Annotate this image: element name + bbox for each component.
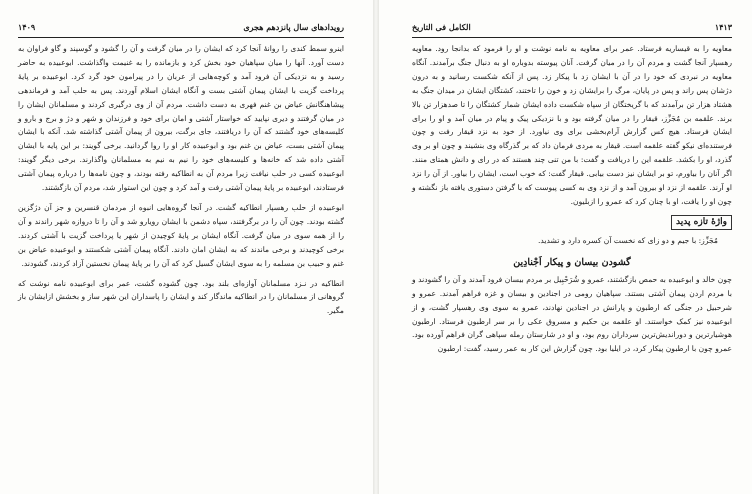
- right-paragraph-2: چون خالد و ابوعبیده به حمص بازگشتند، عمرو و شُرَحْبِیل بر مردم بیسان فرود آمدند و آن را گشودند و با مردم اردن پیمان آشتی بستند. سپاهیان رومی در اجنادین و بیسان و غزه فراهم آمدند. عمرو و شرحبیل در جنگی که ارطبون و پارانش در اجنادین نهادند، عمرو به سوی وی رهسپار گشت، و از ابوعبیده نیز کمک خواستند. او علقمه بن حکیم و مسروق عکی را بر سر ارطبون فرستاد. ارطبون هوشیارترین و دوراندیش‌ترین سرداران روم بود، و او در شارستان رمله سپاهی گران فراهم آورده بود. عمرو چون با ارطبون پیکار کرد، در ایلیا بود. چون گزارش این کار به عمر رسید، گفت: ارطبون: [412, 274, 732, 354]
- left-paragraph-3: انطاکیه در نـزد مسلمانان آوازه‌ای بلند بود. چون گشوده گشت، عمر برای ابوعبیده نامه نوشت که گروهانی از مسلمانان را در انطاکیه ماندگار کند و ایشان را پاسداران این شهر ساز و بخشش ازایشان باز مگیر.: [18, 278, 344, 316]
- right-page: [376, 0, 752, 494]
- left-text-column: [18, 42, 344, 318]
- left-running-title: رویدادهای سال پانزدهم هجری: [243, 22, 344, 32]
- right-header-rule: [412, 37, 732, 38]
- right-paragraph-1: معاویه را به قیساریه فرستاد. عمر برای معاویه به نامه نوشت و او را فرمود که بدانجا رود. معاویه رهسپار آنجا گشت و مردم آن را در میان گرفت. آنان پیوسته بدوباره او به دنبال جنگ برآمدند. آنگاه معاویه در نبردی که خود را در آن با ایشان زد با پیکار زد. پس از آنکه شکست رسانید و به درون دژشان پس راند و پس در پایان، مرگ را برایشان زد و خون را تاختند، کشتگان ایشان در میدان جنگ به هشتاد هزار تن برآمدند که با گریختگان از سپاه شکست داده ایشان شمار کشتگان را تا صدهزار تن بالا برند. علقمه بن مُجَزِّز، قیقار را در میان گرفته بود و با نزدیکی پیک و پیام در میان آمد و او را برای ایشان فرستاد. هیچ کس گزارش آرام‌بخشی برای وی نیاورد. از خود به نزد قیقار رفت و چون فرستنده‌ای نیکو گفته علقمه است. قیقار به مردی فرمان داد که بر گذرگاه وی بنشیند و چون او بر وی گذرد، او را بکشد. علقمه این را دریافت و گفت: با من تنی چند هستند که در رای و دانش همتای منند. اگر آنان را بیاورم، تو بر ایشان نیز دست بیابی. قیقار گفت: که خوب است، ایشان را بیاور. از آن را نزد او آرند. علقمه از نزد او بیرون آمد و از نزد وی به کسی پیوست که با گرفتن دستوری یافته باز نگشته و چون او را یافت، او با چنان کرد که عمرو را ازبلیون.: [412, 44, 732, 206]
- left-paragraph-1: اینرو سمط کندی را روانهٔ آنجا کرد که ایشان را در میان گرفت و آن را گشود و گوسپند و گاو فراوان به دست آورد. آنها را میان سپاهیان خود بخش کرد و بازمانده را به غنیمت واگذاشت. ابوعبیده به حاضر رسید و به نزدیکی آن فرود آمد و کوچه‌هایی از عربان را در پیرامون خود گرد کرد. ابوعبیده بر پایهٔ پرداخت گزیت با ایشان پیمان آشتی بست و آنگاه ایشان اسلام آوردند. پس به حلب آمد و فرماندهی پیشاهنگانش عیاض بن غنم فهری به دست داشت. مردم آن از وی درگیری کردند و مسلمانان ایشان را در میان گرفتند و دیری نپایید که خواستار آشتی و امان برای خود و فرزندان و شهر و دژ و برج و بارو و کلیسه‌های خود گشتند که آن را دریافتند، جای برگت، بیرون از پیمان آشتی گذاشته شد. آنکه با ایشان پیمان آشتی بست، عیاض بن غنم بود و ابوعبیده کار او را روا گردانید. برخی گویند: بر این پایه با ایشان آشتی داده شد که خانه‌ها و کلیسه‌های خود را نیم به نیم به مسلمانان واگذارند. برخی دیگر گویند: ابوعبیده کسی در حلب نیافت زیرا مردم آن به انطاکیه رفته بودند، و چون نامه‌ها را درباره پیمان آشتی فرستادند، ابوعبیده بر پایهٔ پیمان آشتی رفت و آمد کرد و چون این استوار شد، مردم آن بازگشتند.: [18, 44, 344, 193]
- right-page-header: [412, 19, 732, 35]
- section-heading: گشودن بیسان و پیکار اَجْنادِین: [513, 256, 631, 268]
- right-running-title: الکامل فی التاریخ: [412, 22, 471, 32]
- left-header-rule: [18, 37, 344, 38]
- left-page-number: ۱۴۰۹: [18, 22, 36, 32]
- right-page-number: ۱۴۱۳: [714, 22, 732, 32]
- left-page-header: [18, 19, 344, 35]
- right-text-column: [412, 42, 732, 356]
- left-paragraph-2: ابوعبیده از حلب رهسپار انطاکیه گشت. در آنجا گروه‌هایی انبوه از مردمان قنسرین و جز آن دژگزین گشته بودند. چون آن را در برگرفتند، سپاه دشمن با ایشان رویارو شد و آن را تا دروازه شهر راندند و آن را از همه سوی در میان گرفت. آنگاه ایشان بر پایهٔ کوچیدن از شهر یا پرداخت گزیت با آشتی کردند. برخی کوچیدند و برخی ماندند که به ایشان امان دادند. آنگاه پیمان آشتی شکستند و ابوعبیده عیاض بن غنم و حبیب بن مسلمه را به سوی ایشان گسیل کرد که آن را بر پایهٔ پیمان نخستین آزاد کردند، گشودند.: [18, 202, 344, 268]
- term-definition: مُجَزِّز: با جیم و دو زای که نخست آن کسره دارد و تشدید.: [537, 235, 718, 245]
- new-words-heading: واژهٔ تازه پدید: [671, 215, 732, 230]
